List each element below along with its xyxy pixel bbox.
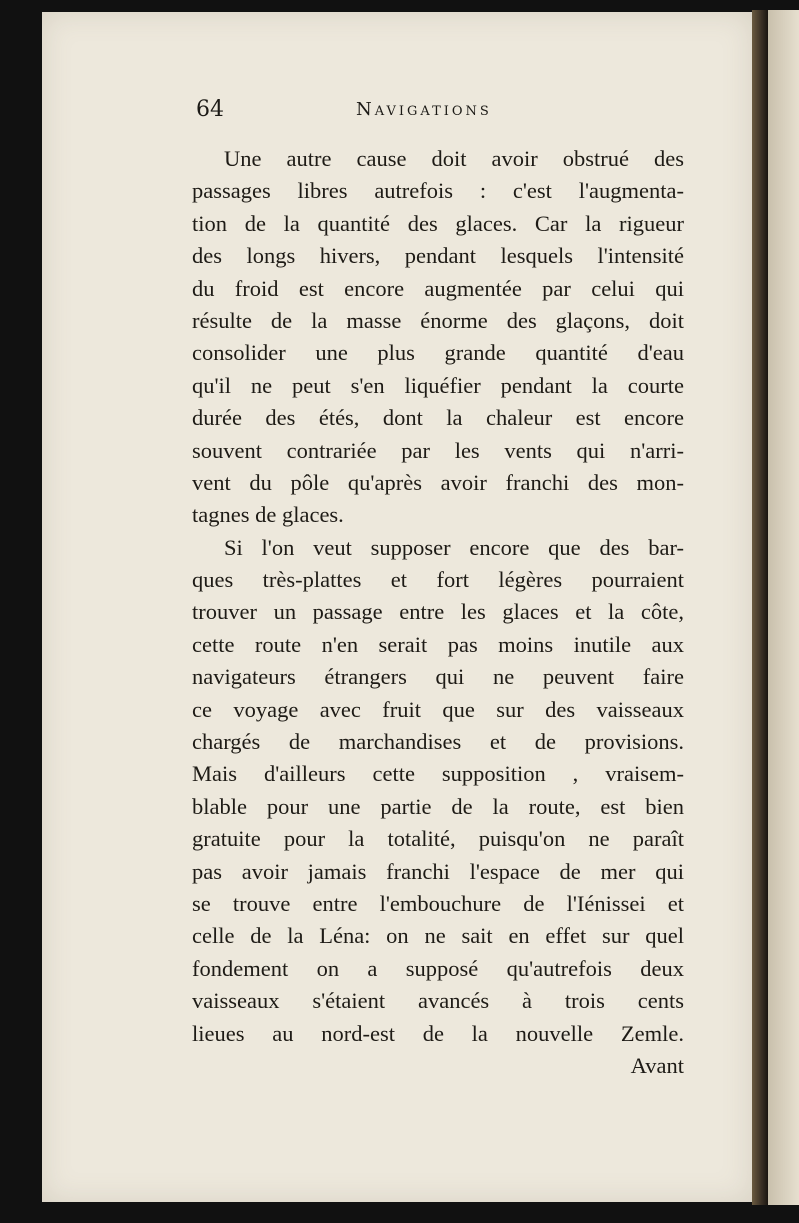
text-line: qu'il ne peut s'en liquéfier pendant la courte xyxy=(192,372,684,398)
text-line: trouver un passage entre les glaces et la côte, xyxy=(192,599,684,625)
text-line: résulte de la masse énorme des glaçons, doit xyxy=(192,307,684,333)
text-line: tion de la quantité des glaces. Car la rigueur xyxy=(192,210,684,236)
text-line: celle de la Léna: on ne sait en effet sur quel xyxy=(192,923,684,949)
text-line: lieues au nord-est de la nouvelle Zemle. xyxy=(192,1020,684,1046)
text-line: chargés de marchandises et de provisions. xyxy=(192,729,684,755)
text-line: durée des étés, dont la chaleur est encore xyxy=(192,405,684,431)
catchword: Avant xyxy=(630,1052,684,1078)
text-line: Si l'on veut supposer encore que des bar- xyxy=(224,534,684,560)
text-line: des longs hivers, pendant lesquels l'intensité xyxy=(192,243,684,269)
running-head: Navigations xyxy=(356,99,492,120)
text-line: ques très-plattes et fort légères pourraient xyxy=(192,567,684,593)
text-line: Une autre cause doit avoir obstrué des xyxy=(224,146,684,171)
text-line: se trouve entre l'embouchure de l'Iénissei et xyxy=(192,890,684,916)
text-line: souvent contrariée par les vents qui n'arri- xyxy=(192,437,684,463)
page-header xyxy=(196,97,696,127)
text-line: du froid est encore augmentée par celui qui xyxy=(192,275,684,301)
text-line: consolider une plus grande quantité d'eau xyxy=(192,340,684,366)
text-line: tagnes de glaces. xyxy=(192,502,344,528)
text-line: passages libres autrefois : c'est l'augmenta- xyxy=(192,178,684,204)
text-line: pas avoir jamais franchi l'espace de mer qui xyxy=(192,858,684,884)
text-line: vent du pôle qu'après avoir franchi des mon- xyxy=(192,469,684,495)
body-text xyxy=(192,143,684,1082)
text-line: Mais d'ailleurs cette supposition , vraisem- xyxy=(192,761,684,787)
adjacent-page-edge xyxy=(768,10,799,1205)
book-gutter-shadow xyxy=(752,10,768,1205)
text-line: ce voyage avec fruit que sur des vaisseaux xyxy=(192,696,684,722)
page-number: 64 xyxy=(196,97,224,122)
text-line: fondement on a supposé qu'autrefois deux xyxy=(192,955,684,981)
text-line: vaisseaux s'étaient avancés à trois cents xyxy=(192,988,684,1014)
text-line: gratuite pour la totalité, puisqu'on ne paraît xyxy=(192,826,684,852)
text-line: blable pour une partie de la route, est bien xyxy=(192,793,684,819)
text-line: cette route n'en serait pas moins inutile aux xyxy=(192,631,684,657)
text-line: navigateurs étrangers qui ne peuvent faire xyxy=(192,664,684,690)
